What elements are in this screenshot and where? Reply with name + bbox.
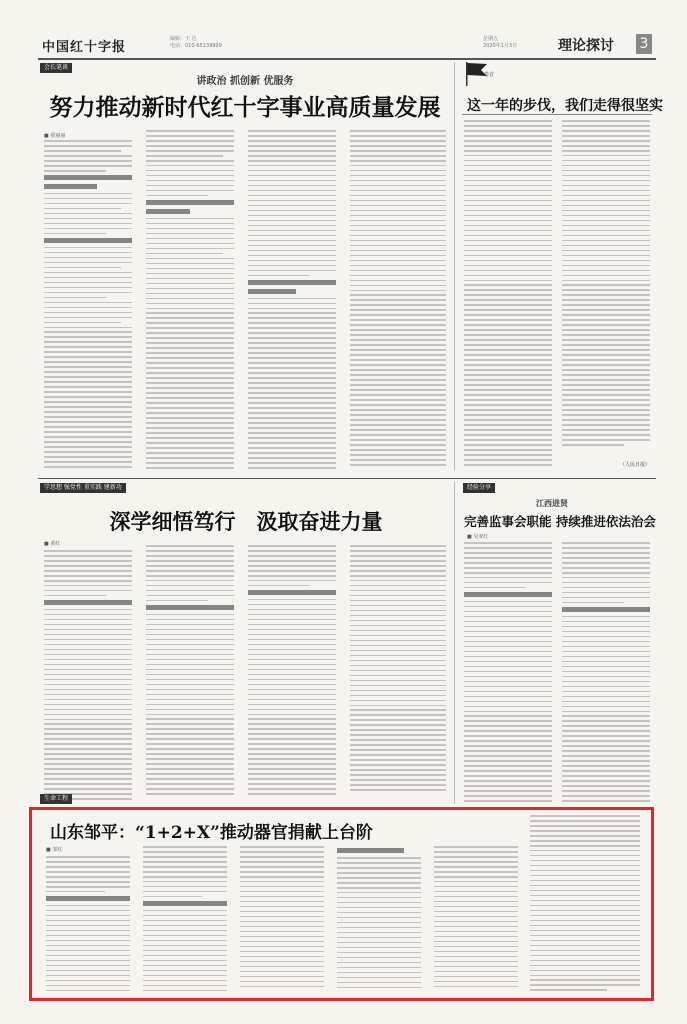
lead-column-3 [248, 130, 336, 470]
lead-column-1 [44, 140, 132, 470]
column-divider [454, 62, 455, 470]
supervision-column-2 [562, 542, 650, 804]
grassroots-column-3 [240, 846, 324, 996]
study-column-2 [146, 545, 234, 800]
sidebar-headline: 这一年的步伐，我们走得很坚实 [467, 98, 663, 114]
supervision-column-1 [464, 542, 552, 804]
study-column-1 [44, 550, 132, 800]
study-column-3 [248, 545, 336, 800]
sidebar-signature: （人民日报） [620, 462, 651, 468]
supervision-byline: ■ 吴亚红 [467, 534, 489, 540]
section-rule-1 [38, 478, 656, 479]
lead-column-2 [146, 130, 234, 470]
section-tag-grassroots: 生命工程 [40, 794, 72, 804]
grassroots-column-4 [337, 846, 421, 996]
masthead [38, 34, 656, 56]
newspaper-logo: 中国红十字报 [42, 40, 127, 55]
lead-byline: ■ 翟丽丽 [44, 133, 66, 139]
grassroots-column-6 [530, 815, 640, 995]
lead-kicker: 讲政治 抓创新 优服务 [196, 76, 294, 87]
study-column-4 [350, 545, 446, 800]
grassroots-byline: ■ 邹红 [46, 847, 63, 853]
sidebar-flag-label: 卷首 [484, 72, 495, 78]
lead-column-4 [350, 130, 446, 470]
sidebar-rule [462, 114, 652, 115]
grassroots-headline: 山东邹平：“1+2+X”推动器官捐献上台阶 [50, 823, 373, 843]
editor-line: 编辑：王 达 [170, 36, 197, 42]
grassroots-column-2 [143, 846, 227, 996]
sidebar-column-1 [464, 120, 552, 468]
editor-info [170, 36, 222, 50]
page-number: 3 [636, 34, 652, 54]
section-title: 理论探讨 [558, 38, 614, 54]
date: 2020年1月3日 [483, 43, 518, 49]
grassroots-column-5 [434, 846, 518, 996]
study-byline: ■ 黄红 [44, 541, 61, 547]
section-tag-study: 学思想 强党性 重实践 建新功 [40, 483, 126, 493]
masthead-rule [38, 58, 656, 60]
section-tag-lead: 会长笔谈 [40, 63, 72, 73]
grassroots-column-1 [46, 856, 130, 996]
supervision-kicker: 江西进贤 [536, 498, 568, 508]
section-tag-supervision: 经验分享 [463, 483, 495, 493]
study-headline: 深学细悟笃行 汲取奋进力量 [109, 509, 383, 534]
phone-line: 电话：010-65139999 [170, 43, 222, 49]
issue-date [483, 36, 517, 50]
sidebar-column-2 [562, 120, 650, 460]
weekday: 星期五 [483, 36, 499, 42]
lead-headline: 努力推动新时代红十字事业高质量发展 [49, 94, 441, 121]
column-divider-2 [454, 482, 455, 804]
supervision-headline: 完善监事会职能 持续推进依法治会 [464, 514, 656, 529]
